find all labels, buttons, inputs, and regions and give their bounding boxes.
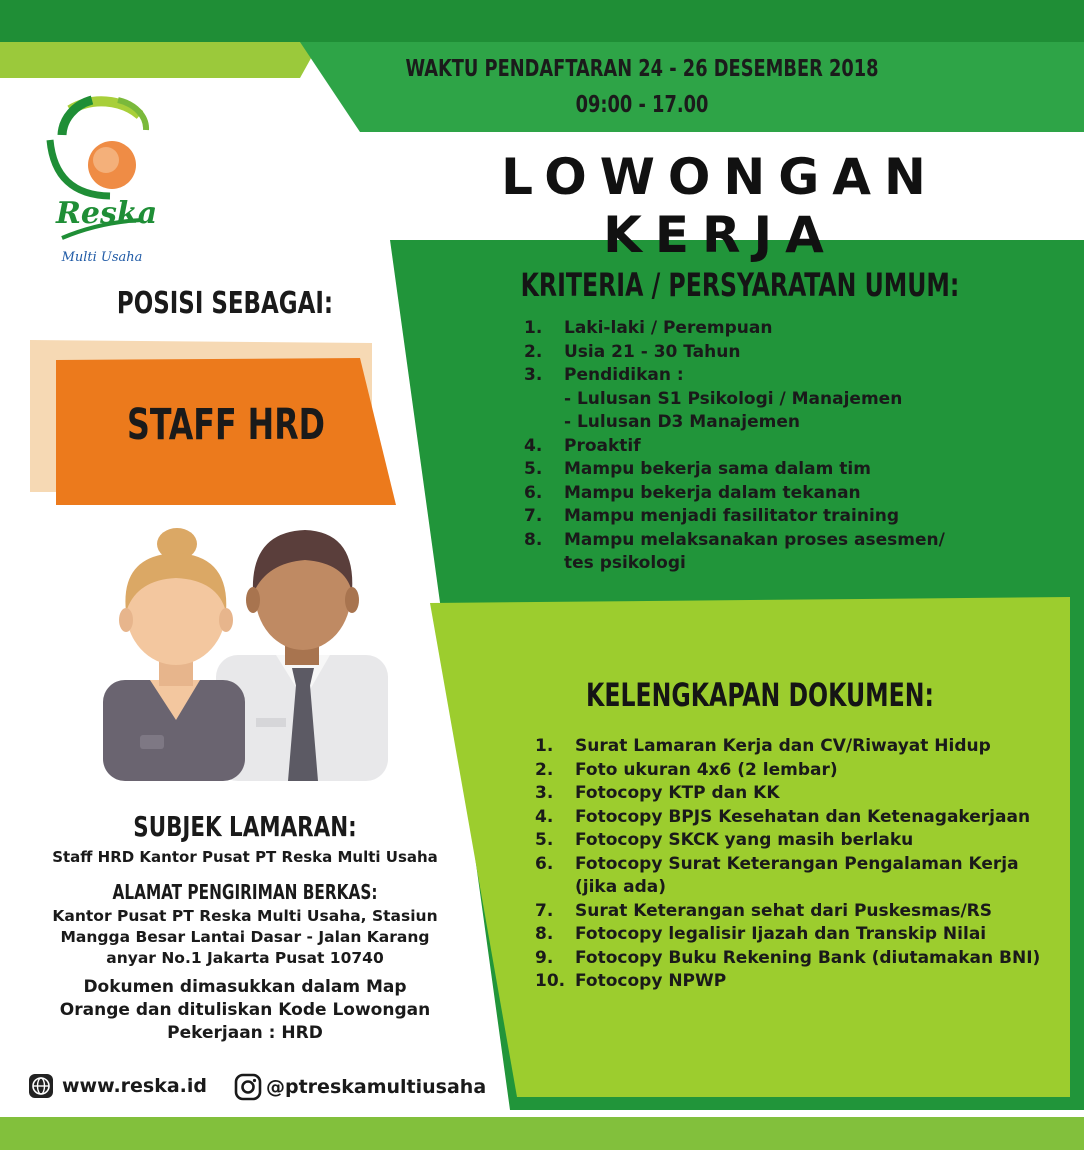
criteria-item-number: 2. [524, 341, 543, 362]
criteria-item [524, 317, 1024, 341]
documents-item [535, 900, 1055, 924]
criteria-item-text: Mampu bekerja dalam tekanan [564, 482, 861, 503]
criteria-item-number: 3. [524, 365, 543, 385]
documents-title: KELENGKAPAN DOKUMEN: [586, 676, 934, 714]
documents-item-number: 2. [535, 759, 554, 780]
instagram-handle: @ptreskamultiusaha [266, 1076, 487, 1098]
criteria-item-number: 1. [524, 318, 543, 338]
criteria-item-text: Proaktif [564, 435, 641, 456]
documents-item [535, 923, 1055, 947]
top-lime-strip [0, 42, 320, 78]
documents-item [535, 735, 1055, 759]
documents-item-text: Fotocopy NPWP [575, 971, 727, 991]
criteria-item-text: Mampu menjadi fasilitator training [564, 506, 900, 526]
criteria-item-number: 6. [524, 482, 543, 503]
criteria-item-subline: tes psikologi [564, 553, 686, 573]
address-title: ALAMAT PENGIRIMAN BERKAS: [112, 880, 378, 904]
documents-item-number: 10. [535, 971, 566, 991]
documents-item [535, 829, 1055, 853]
criteria-item-number: 4. [524, 435, 543, 456]
note-line-2: Orange dan dituliskan Kode Lowongan [59, 1000, 431, 1020]
address-line-2: Mangga Besar Lantai Dasar - Jalan Karang [60, 928, 430, 946]
documents-item-number: 4. [535, 806, 554, 827]
logo-subtitle: Multi Usaha [61, 250, 143, 265]
instagram-link[interactable] [234, 1073, 486, 1101]
registration-hours: 09:00 - 17.00 [575, 92, 709, 118]
documents-item-text: Fotocopy SKCK yang masih berlaku [575, 830, 914, 850]
note-line-3: Pekerjaan : HRD [167, 1023, 323, 1043]
documents-item-number: 8. [535, 924, 554, 944]
criteria-item [524, 482, 1024, 506]
documents-item-subline: (jika ada) [575, 877, 667, 897]
documents-item [535, 947, 1055, 971]
bottom-band [0, 1117, 1084, 1150]
documents-item [535, 806, 1055, 830]
criteria-item-number: 8. [524, 529, 543, 550]
criteria-item-subline: - Lulusan D3 Manajemen [564, 412, 800, 432]
website-text: www.reska.id [62, 1075, 208, 1097]
documents-list [535, 735, 1055, 994]
note-line-1: Dokumen dimasukkan dalam Map [83, 977, 407, 997]
criteria-item [524, 505, 1024, 529]
documents-item-text: Fotocopy KTP dan KK [575, 783, 780, 803]
criteria-item [524, 529, 1024, 553]
address-line-1: Kantor Pusat PT Reska Multi Usaha, Stasiun [52, 907, 438, 925]
documents-item-text: Surat Lamaran Kerja dan CV/Riwayat Hidup [575, 736, 991, 756]
documents-item-number: 7. [535, 900, 554, 921]
top-band [0, 0, 1084, 42]
page-title: LOWONGAN KERJA [501, 148, 939, 264]
documents-item-text: Foto ukuran 4x6 (2 lembar) [575, 759, 838, 780]
address-block [30, 906, 460, 969]
logo-name: Reska [56, 196, 158, 231]
documents-item-number: 3. [535, 783, 554, 803]
criteria-item-subline: - Lulusan S1 Psikologi / Manajemen [564, 388, 903, 409]
criteria-item-number: 7. [524, 506, 543, 526]
criteria-list [524, 317, 1024, 576]
subject-title: SUBJEK LAMARAN: [133, 810, 357, 843]
documents-item [535, 970, 1055, 994]
criteria-item-text: Mampu melaksanakan proses asesmen/ [564, 529, 945, 550]
criteria-item [524, 435, 1024, 459]
documents-item-text: Fotocopy Surat Keterangan Pengalaman Kerja [575, 853, 1019, 874]
documents-item-text: Fotocopy Buku Rekening Bank (diutamakan BNI) [575, 947, 1041, 968]
documents-item-text: Surat Keterangan sehat dari Puskesmas/RS [575, 900, 992, 921]
documents-item [535, 853, 1055, 877]
criteria-item-number: 5. [524, 459, 543, 479]
documents-item-number: 9. [535, 947, 554, 968]
criteria-item [524, 364, 1024, 388]
submission-note [30, 976, 460, 1045]
subject-text: Staff HRD Kantor Pusat PT Reska Multi Usaha [52, 848, 438, 866]
documents-item [535, 782, 1055, 806]
documents-item-text: Fotocopy BPJS Kesehatan dan Ketenagakerjaan [575, 806, 1031, 827]
documents-item-number: 5. [535, 830, 554, 850]
globe-icon [28, 1073, 54, 1099]
criteria-title: KRITERIA / PERSYARATAN UMUM: [520, 266, 960, 304]
criteria-item-text: Laki-laki / Perempuan [564, 318, 773, 338]
address-line-3: anyar No.1 Jakarta Pusat 10740 [106, 949, 384, 967]
documents-item [535, 759, 1055, 783]
criteria-item-text: Pendidikan : [564, 365, 684, 385]
documents-item-number: 6. [535, 853, 554, 874]
documents-item-text: Fotocopy legalisir Ijazah dan Transkip Nilai [575, 924, 987, 944]
registration-period: WAKTU PENDAFTARAN 24 - 26 DESEMBER 2018 [405, 56, 879, 82]
criteria-item-text: Mampu bekerja sama dalam tim [564, 459, 871, 479]
instagram-icon [234, 1073, 262, 1101]
website-link[interactable] [28, 1073, 207, 1099]
position-label: POSISI SEBAGAI: [116, 286, 334, 321]
criteria-item [524, 458, 1024, 482]
criteria-item [524, 341, 1024, 365]
position-value: STAFF HRD [126, 400, 326, 450]
criteria-item-text: Usia 21 - 30 Tahun [564, 341, 741, 362]
documents-item-number: 1. [535, 736, 554, 756]
people-illustration [103, 528, 388, 781]
